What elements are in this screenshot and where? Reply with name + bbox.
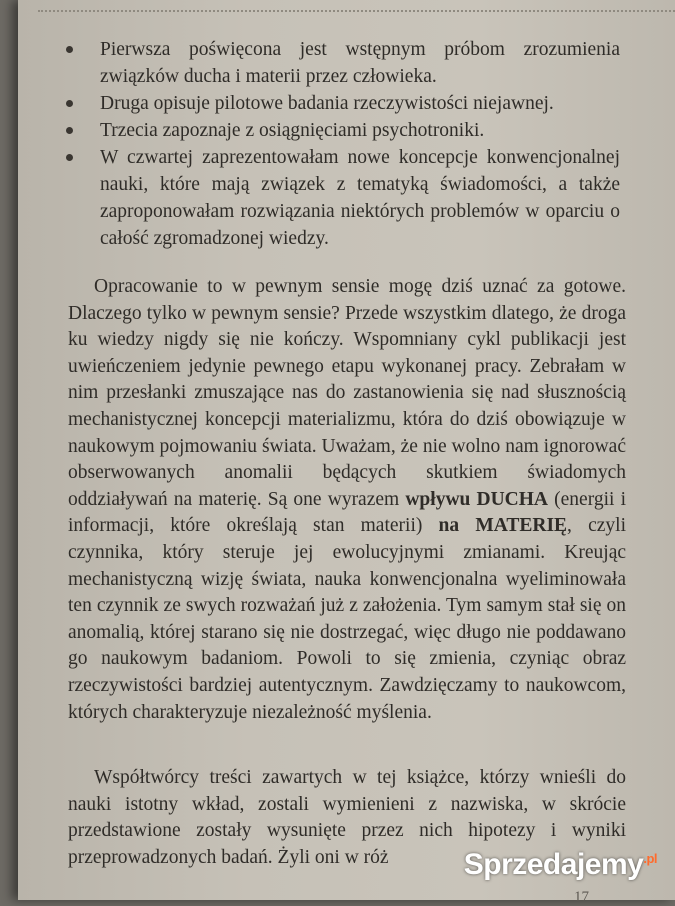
paragraph-text: , czyli czynnika, który steruje jej ewolucyjnymi zmianami. Kreując mechanistyczną wizję świata, nauka konwencjonalna wyeliminowała ten czynnik ze swych rozważań już z założenia. Tym samym stał się on anomalią, której starano się nie dostrzegać, więc długo nie poddawano go naukowym badaniom. Powoli to się zmienia, czyniąc obraz rzeczywistości bardziej autentycznym. Zawdzięczamy to naukowcom, których charakteryzuje niezależność myślenia.	[68, 515, 626, 723]
paragraph-text: (energii i informacji, które określają stan materii)	[68, 488, 626, 537]
watermark-logo	[464, 848, 657, 882]
paragraph-text: Opracowanie to w pewnym sensie mogę dziś uznać za gotowe. Dlaczego tylko w pewnym sensie? Przede wszystkim dlatego, że droga ku wiedzy nigdy się nie kończy. Wspomniany cykl publikacji jest uwieńczeniem jedynie pewnego etapu wykonanej pracy. Zebrałam w nim przesłanki zmuszające nas do zastanowienia się nad słusznością mechanistycznej koncepcji materializmu, która do dziś obowiązuje w naukowym pojmowaniu świata. Uważam, że nie wolno nam ignorować obserwowanych anomalii będących skutkiem świadomych oddziaływań na materię. Są one wyrazem	[68, 276, 626, 510]
paragraph-secondary: Współtwórcy treści zawartych w tej książce, którzy wnieśli do nauki istotny wkład, zostali wymienieni z nazwiska, w skrócie przedstawione zostały wysunięte przez nich hipotezy i wyniki przeprowadzonych badań. Żyli oni w róż	[68, 767, 626, 868]
bold-phrase: wpływu DUCHA	[405, 488, 549, 510]
bullet-item	[60, 90, 620, 117]
bullet-text: Druga opisuje pilotowe badania rzeczywistości niejawnej.	[100, 93, 554, 114]
bullet-item	[60, 144, 620, 252]
watermark-text: Sprzedajemy	[463, 848, 644, 881]
bullet-item	[60, 36, 620, 90]
bullet-dot-icon	[66, 154, 73, 161]
bullet-text: W czwartej zaprezentowałam nowe koncepcje konwencjonalnej nauki, które mają związek z tematyką świadomości, a także zaproponowałam rozwiązania niektórych problemów w oparciu o całość zgromadzonej wiedzy.	[100, 147, 620, 249]
bullet-text: Trzecia zapoznaje z osiągnięciami psychotroniki.	[100, 120, 485, 141]
bullet-list	[60, 36, 620, 252]
book-page	[18, 0, 675, 905]
paragraph-main	[68, 274, 626, 726]
bullet-dot-icon	[66, 100, 73, 107]
bullet-dot-icon	[66, 127, 73, 134]
page-top-rule	[38, 10, 675, 12]
page-number: 17	[574, 889, 589, 905]
bullet-dot-icon	[66, 46, 73, 53]
bullet-text: Pierwsza poświęcona jest wstępnym próbom zrozumienia związków ducha i materii przez człowieka.	[100, 39, 620, 87]
bullet-item	[60, 117, 620, 144]
watermark-suffix: .pl	[643, 851, 657, 866]
bold-phrase: na MATERIĘ	[438, 515, 568, 537]
